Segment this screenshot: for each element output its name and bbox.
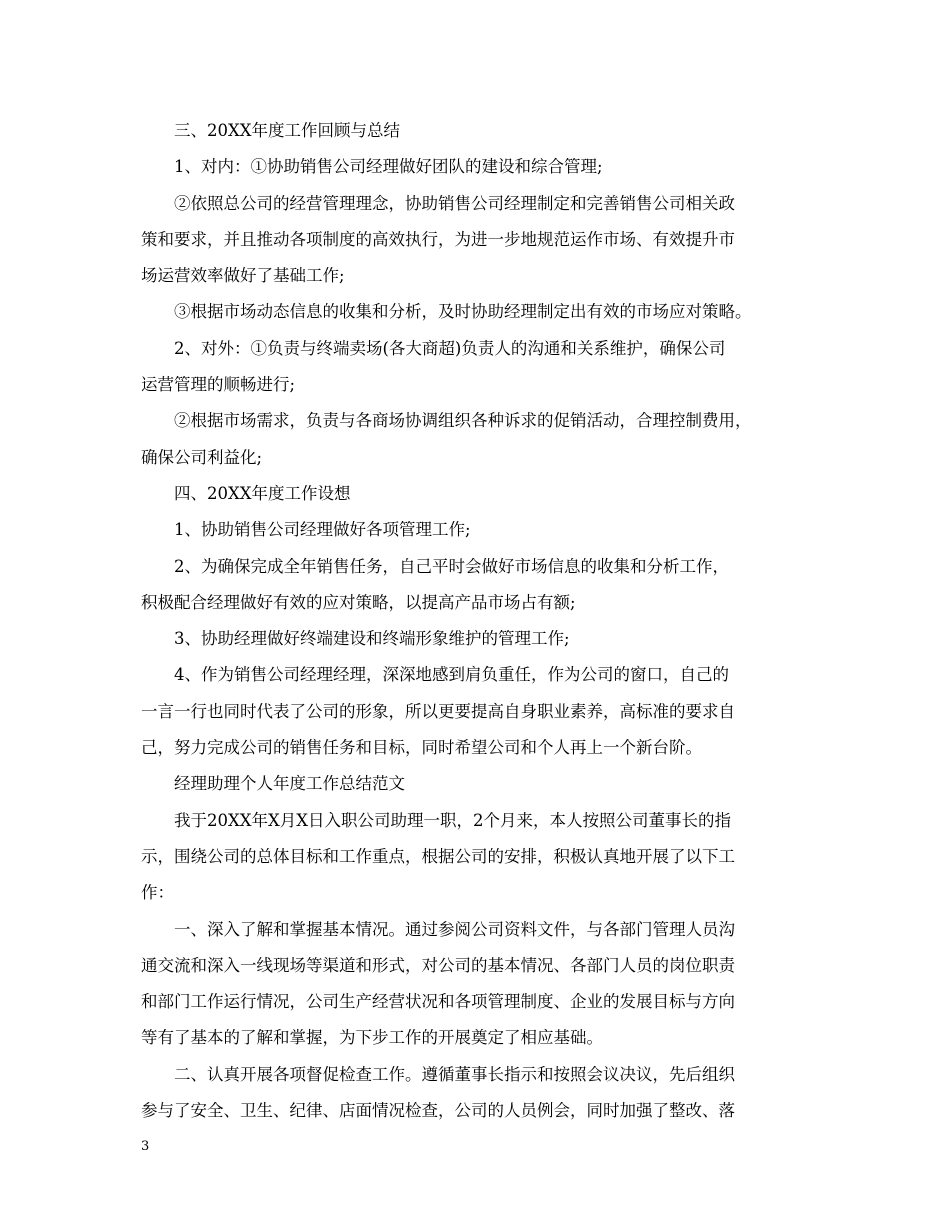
text-line: 1、协助销售公司经理做好各项管理工作; bbox=[174, 520, 471, 540]
text-line: 运营管理的顺畅进行; bbox=[141, 375, 296, 395]
text-line: ②根据市场需求，负责与各商场协调组织各种诉求的促销活动，合理控制费用， bbox=[174, 411, 752, 431]
text-line: 等有了基本的了解和掌握，为下步工作的开展奠定了相应基础。 bbox=[141, 1028, 603, 1048]
text-line: 2、为确保完成全年销售任务，自己平时会做好市场信息的收集和分析工作， bbox=[174, 556, 729, 576]
text-line: 通交流和深入一线现场等渠道和形式，对公司的基本情况、各部门人员的岗位职责 bbox=[141, 955, 735, 975]
text-line: 积极配合经理做好有效的应对策略，以提高产品市场占有额; bbox=[141, 592, 576, 612]
document-body bbox=[141, 113, 821, 1129]
text-line: ③根据市场动态信息的收集和分析，及时协助经理制定出有效的市场应对策略。 bbox=[174, 302, 752, 322]
text-line: 作： bbox=[141, 883, 174, 903]
text-line: 策和要求，并且推动各项制度的高效执行，为进一步地规范运作市场、有效提升市 bbox=[141, 229, 735, 249]
text-line: 确保公司利益化; bbox=[141, 447, 263, 467]
text-line: 1、对内：①协助销售公司经理做好团队的建设和综合管理; bbox=[174, 157, 603, 177]
text-line: 一言一行也同时代表了公司的形象，所以更要提高自身职业素养，高标准的要求自 bbox=[141, 701, 735, 721]
text-line: 4、作为销售公司经理经理，深深地感到肩负重任，作为公司的窗口，自己的 bbox=[174, 665, 729, 685]
text-line: 三、20XX年度工作回顾与总结 bbox=[174, 121, 400, 140]
page-number: 3 bbox=[141, 1139, 150, 1154]
text-line: 和部门工作运行情况，公司生产经营状况和各项管理制度、企业的发展目标与方向 bbox=[141, 992, 735, 1012]
text-line: 场运营效率做好了基础工作; bbox=[141, 266, 345, 286]
text-line: 参与了安全、卫生、纪律、店面情况检查，公司的人员例会，同时加强了整改、落 bbox=[141, 1101, 735, 1121]
text-line: 四、20XX年度工作设想 bbox=[174, 483, 351, 503]
text-line: 2、对外：①负责与终端卖场(各大商超)负责人的沟通和关系维护，确保公司 bbox=[174, 338, 726, 358]
text-line: 一、深入了解和掌握基本情况。通过参阅公司资料文件，与各部门管理人员沟 bbox=[174, 919, 735, 939]
text-line: 己，努力完成公司的销售任务和目标，同时希望公司和个人再上一个新台阶。 bbox=[141, 738, 702, 758]
text-line: 二、认真开展各项督促检查工作。遵循董事长指示和按照会议决议，先后组织 bbox=[174, 1064, 735, 1084]
text-line: 示，围绕公司的总体目标和工作重点，根据公司的安排，积极认真地开展了以下工 bbox=[141, 846, 735, 866]
text-line: 经理助理个人年度工作总结范文 bbox=[174, 774, 405, 794]
text-line: ②依照总公司的经营管理理念，协助销售公司经理制定和完善销售公司相关政 bbox=[174, 193, 735, 213]
text-line: 3、协助经理做好终端建设和终端形象维护的管理工作; bbox=[174, 629, 570, 649]
text-line: 我于20XX年X月X日入职公司助理一职，2个月来，本人按照公司董事长的指 bbox=[174, 810, 731, 830]
